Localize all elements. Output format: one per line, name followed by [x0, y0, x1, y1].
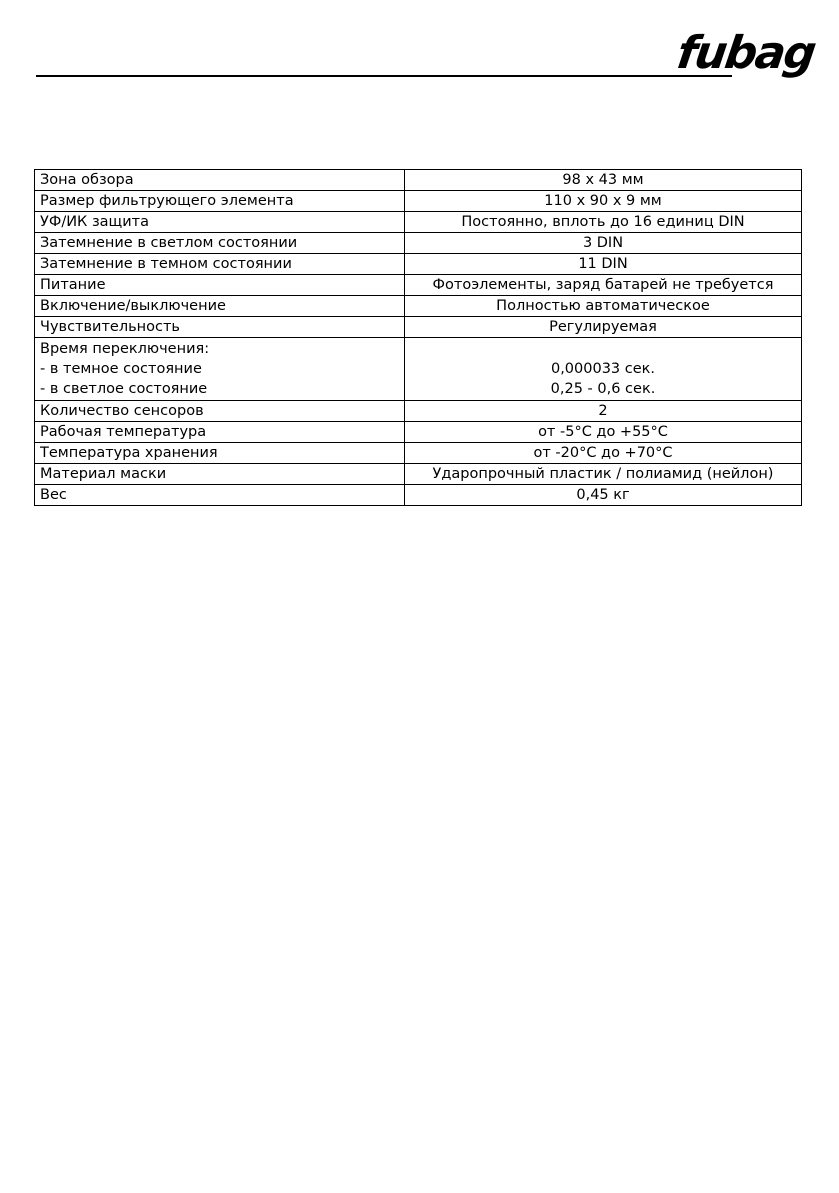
table-row [35, 233, 802, 254]
spec-value: 110 х 90 х 9 мм [405, 191, 802, 212]
table-row [35, 317, 802, 338]
spec-key: Количество сенсоров [35, 401, 405, 422]
table-row [35, 485, 802, 506]
spec-value: 3 DIN [405, 233, 802, 254]
spec-key: Включение/выключение [35, 296, 405, 317]
spec-key: Зона обзора [35, 170, 405, 191]
table-row [35, 254, 802, 275]
table-row [35, 170, 802, 191]
spec-key-heading: Время переключения: [40, 341, 210, 357]
table-row [35, 275, 802, 296]
spec-value: Постоянно, вплоть до 16 единиц DIN [405, 212, 802, 233]
spec-key [35, 338, 405, 401]
spec-key: Чувствительность [35, 317, 405, 338]
table-row [35, 212, 802, 233]
spec-key: Затемнение в темном состоянии [35, 254, 405, 275]
spec-subkey: - в темное состояние [40, 361, 202, 377]
spec-key: Температура хранения [35, 443, 405, 464]
spec-key: Размер фильтрующего элемента [35, 191, 405, 212]
table-row [35, 422, 802, 443]
spec-value: от -5°С до +55°С [405, 422, 802, 443]
spec-value: Регулируемая [405, 317, 802, 338]
fubag-logo [673, 22, 818, 88]
spec-subkey: - в светлое состояние [40, 381, 208, 397]
spec-subvalue: 0,000033 сек. [550, 361, 656, 377]
specs-table [34, 169, 802, 506]
table-row-switching-time [35, 338, 802, 401]
header-rule [36, 75, 732, 77]
spec-value: 0,45 кг [405, 485, 802, 506]
table-row [35, 443, 802, 464]
spec-value [405, 338, 802, 401]
table-row [35, 191, 802, 212]
table-row [35, 401, 802, 422]
spec-key: Материал маски [35, 464, 405, 485]
spec-key: Затемнение в светлом состоянии [35, 233, 405, 254]
spec-subvalue: 0,25 - 0,6 сек. [550, 381, 656, 397]
table-row [35, 464, 802, 485]
spec-value: от -20°С до +70°С [405, 443, 802, 464]
table-row [35, 296, 802, 317]
fubag-logo-text: fubag [673, 26, 818, 79]
spec-value: Ударопрочный пластик / полиамид (нейлон) [405, 464, 802, 485]
spec-key: Вес [35, 485, 405, 506]
spec-key: УФ/ИК защита [35, 212, 405, 233]
spec-value: Полностью автоматическое [405, 296, 802, 317]
spec-value: 11 DIN [405, 254, 802, 275]
spec-value: 2 [405, 401, 802, 422]
spec-value: Фотоэлементы, заряд батарей не требуется [405, 275, 802, 296]
spec-key: Питание [35, 275, 405, 296]
spec-key: Рабочая температура [35, 422, 405, 443]
spec-value: 98 х 43 мм [405, 170, 802, 191]
